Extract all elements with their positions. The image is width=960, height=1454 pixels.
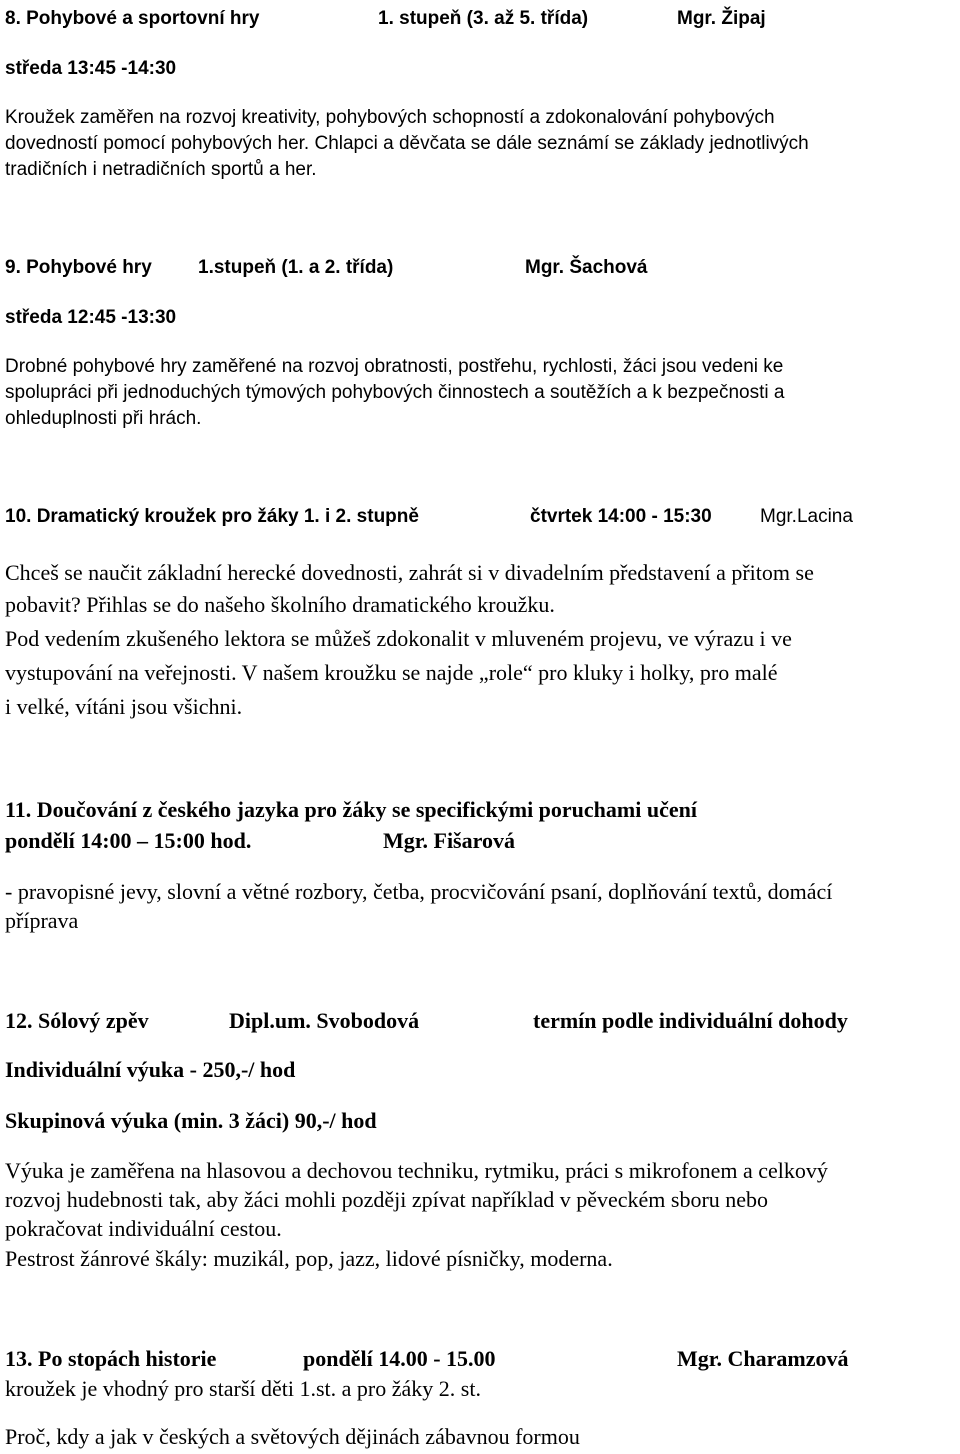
section-10-desc-line: vystupování na veřejnosti. V našem kroužku se najde „role“ pro kluky i holky, pro malé	[5, 660, 778, 685]
section-10-desc-line: Chceš se naučit základní herecké dovednosti, zahrát si v divadelním představení a přitom se	[5, 560, 814, 585]
section-13-desc-line: kroužek je vhodný pro starší děti 1.st. a pro žáky 2. st.	[5, 1376, 481, 1401]
section-12-teacher: Dipl.um. Svobodová	[229, 1008, 420, 1033]
section-8-time: středa 13:45 -14:30	[5, 58, 177, 79]
section-8-grade: 1. stupeň (3. až 5. třída)	[378, 8, 589, 29]
section-10-desc-line: i velké, vítáni jsou všichni.	[5, 694, 243, 719]
section-8-teacher: Mgr. Žipaj	[677, 8, 766, 29]
section-9-desc-line: spolupráci při jednoduchých týmových pohybových činnostech a soutěžích a k bezpečnosti a	[5, 382, 785, 403]
section-12-time: termín podle individuální dohody	[533, 1008, 848, 1033]
section-12-price-group: Skupinová výuka (min. 3 žáci) 90,-/ hod	[5, 1108, 377, 1133]
section-12-desc-line: Pestrost žánrové škály: muzikál, pop, jazz, lidové písničky, moderna.	[5, 1246, 613, 1271]
section-12-price-individual: Individuální výuka - 250,-/ hod	[5, 1057, 296, 1082]
section-8-desc-line: tradičních i netradičních sportů a her.	[5, 159, 317, 180]
section-12-title: 12. Sólový zpěv	[5, 1008, 149, 1033]
section-11-desc-line: příprava	[5, 908, 79, 933]
section-9-teacher: Mgr. Šachová	[525, 257, 648, 278]
section-12-desc-line: pokračovat individuální cestou.	[5, 1216, 282, 1241]
section-12-desc-line: Výuka je zaměřena na hlasovou a dechovou techniku, rytmiku, práci s mikrofonem a celkový	[5, 1158, 828, 1183]
section-9-grade: 1.stupeň (1. a 2. třída)	[198, 257, 394, 278]
section-11-teacher: Mgr. Fišarová	[383, 828, 515, 853]
section-13-desc-line: Proč, kdy a jak v českých a světových dějinách zábavnou formou	[5, 1424, 580, 1449]
section-9-title: 9. Pohybové hry	[5, 257, 152, 278]
section-11-desc-line: - pravopisné jevy, slovní a větné rozbory, četba, procvičování psaní, doplňování textů, domácí	[5, 879, 833, 904]
section-8-title: 8. Pohybové a sportovní hry	[5, 8, 260, 29]
section-10-desc-line: Pod vedením zkušeného lektora se můžeš zdokonalit v mluveném projevu, ve výrazu i ve	[5, 626, 792, 651]
section-13-title: 13. Po stopách historie	[5, 1346, 217, 1371]
section-8-desc-line: Kroužek zaměřen na rozvoj kreativity, pohybových schopností a zdokonalování pohybových	[5, 107, 775, 128]
section-9-desc-line: Drobné pohybové hry zaměřené na rozvoj obratnosti, postřehu, rychlosti, žáci jsou vedeni ke	[5, 356, 784, 377]
section-8-desc-line: dovedností pomocí pohybových her. Chlapci a děvčata se dále seznámí se základy jednotlivých	[5, 133, 809, 154]
section-10-desc-line: pobavit? Přihlas se do našeho školního dramatického kroužku.	[5, 592, 555, 617]
section-9-desc-line: ohleduplnosti při hrách.	[5, 408, 202, 429]
section-11-title: 11. Doučování z českého jazyka pro žáky se specifickými poruchami učení	[5, 797, 697, 822]
section-13-time: pondělí 14.00 - 15.00	[303, 1346, 496, 1371]
section-12-desc-line: rozvoj hudebnosti tak, aby žáci mohli později zpívat například v pěveckém sboru nebo	[5, 1187, 769, 1212]
section-13-teacher: Mgr. Charamzová	[677, 1346, 849, 1371]
section-10-time: čtvrtek 14:00 - 15:30	[530, 506, 712, 527]
section-11-time: pondělí 14:00 – 15:00 hod.	[5, 828, 252, 853]
section-10-teacher: Mgr.Lacina	[760, 506, 853, 527]
section-9-time: středa 12:45 -13:30	[5, 307, 177, 328]
section-10-title: 10. Dramatický kroužek pro žáky 1. i 2. stupně	[5, 506, 419, 527]
